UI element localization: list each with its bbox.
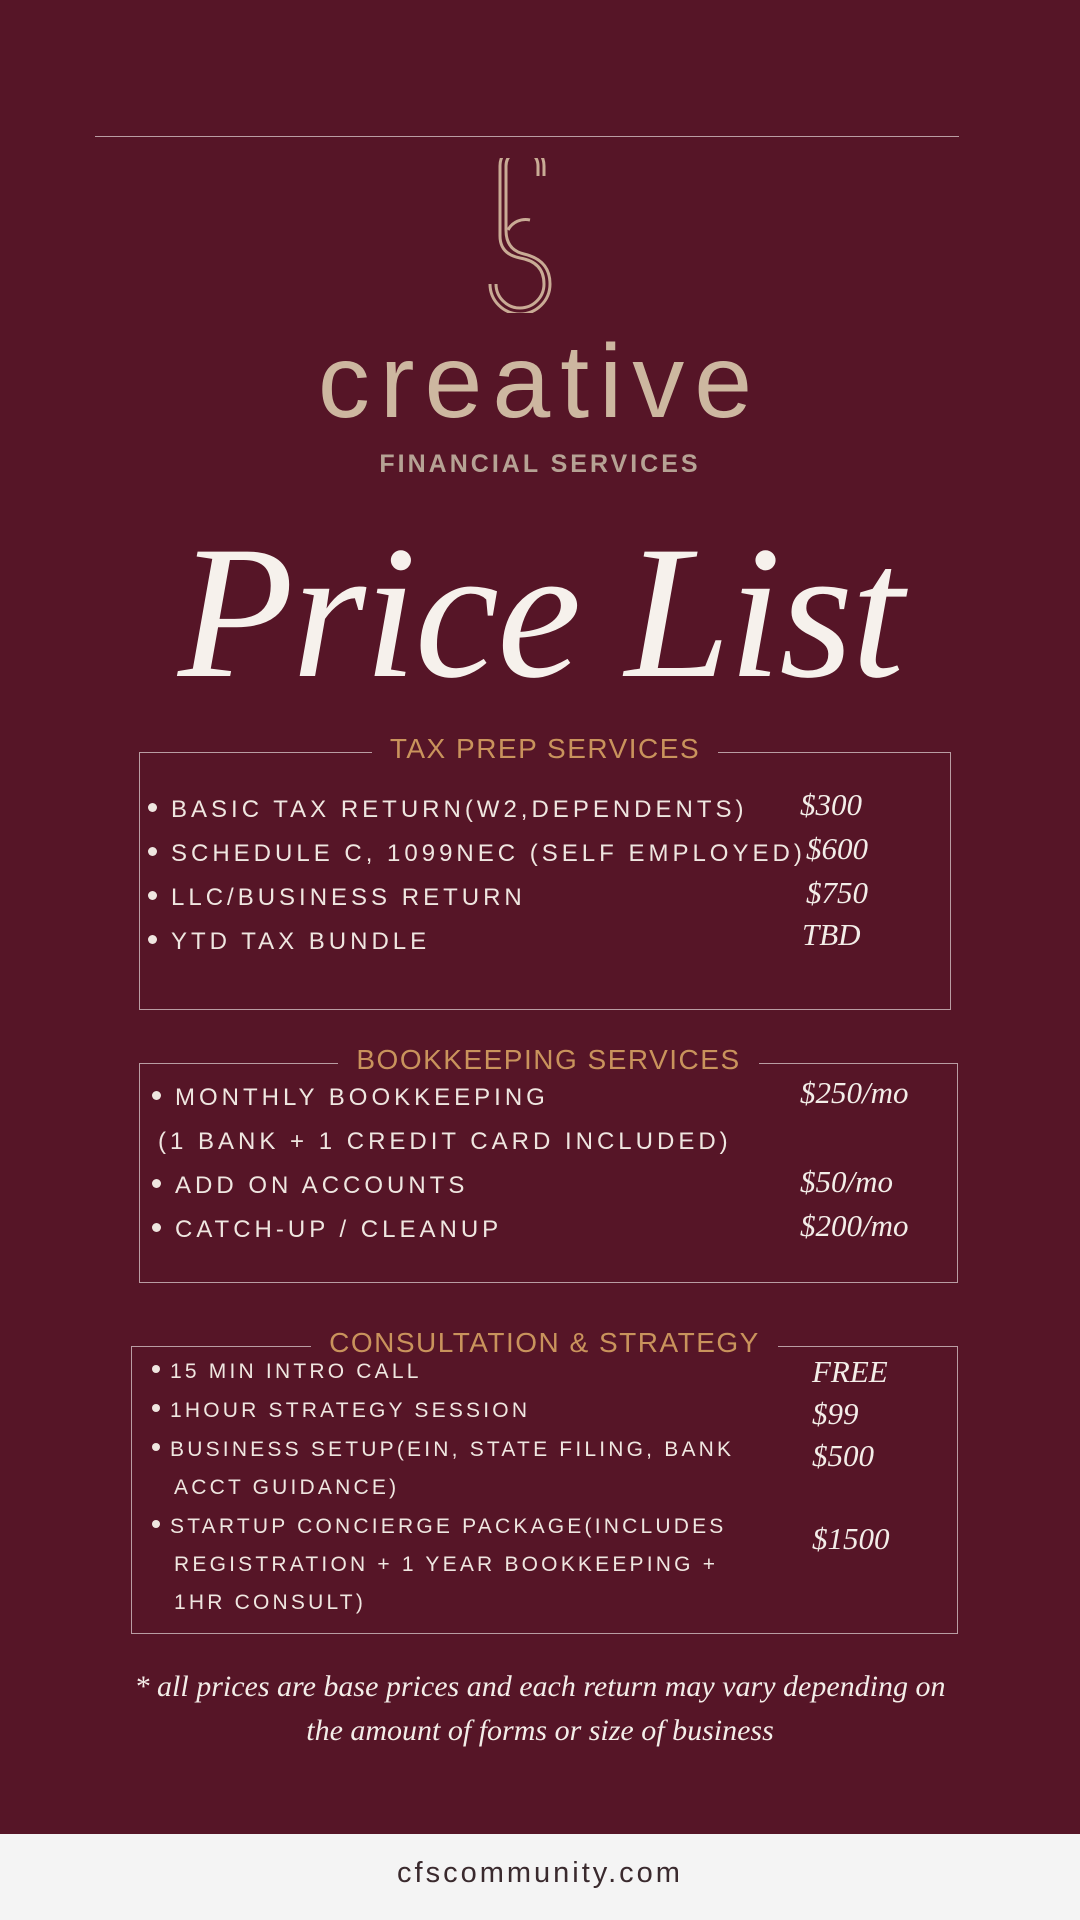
price-label: $250/mo: [800, 1075, 909, 1110]
website-link[interactable]: cfscommunity.com: [397, 1857, 683, 1889]
price-label: $50/mo: [800, 1164, 893, 1199]
price-label: $600: [806, 831, 868, 866]
cs-monogram-logo-icon: [470, 158, 560, 313]
brand-name: creative: [317, 324, 763, 440]
price-label: TBD: [802, 917, 861, 952]
list-item: 1HOUR STRATEGY SESSION: [152, 1392, 752, 1430]
section-title: CONSULTATION & STRATEGY: [132, 1327, 957, 1359]
price-label: $99: [812, 1396, 859, 1431]
section-title: BOOKKEEPING SERVICES: [140, 1044, 957, 1076]
list-item: STARTUP CONCIERGE PACKAGE(INCLUDES REGISTRATION + 1 YEAR BOOKKEEPING + 1HR CONSULT): [152, 1508, 774, 1622]
list-item: 15 MIN INTRO CALL: [152, 1353, 752, 1391]
list-item: LLC/BUSINESS RETURN: [148, 884, 526, 912]
list-item-note: (1 BANK + 1 CREDIT CARD INCLUDED): [158, 1128, 732, 1155]
list-item: BASIC TAX RETURN(W2,DEPENDENTS): [148, 796, 748, 824]
price-label: $1500: [812, 1521, 890, 1556]
list-item: CATCH-UP / CLEANUP: [152, 1216, 502, 1244]
pricing-disclaimer: * all prices are base prices and each return may vary depending on the amount of forms or size of business: [134, 1670, 946, 1747]
page-title: Price List: [177, 508, 903, 718]
price-label: $500: [812, 1438, 874, 1473]
list-item: SCHEDULE C, 1099NEC (SELF EMPLOYED): [148, 840, 806, 868]
list-item: YTD TAX BUNDLE: [148, 928, 430, 956]
section-title: TAX PREP SERVICES: [140, 733, 950, 765]
list-item: BUSINESS SETUP(EIN, STATE FILING, BANK ACCT GUIDANCE): [152, 1431, 774, 1507]
top-divider: [95, 136, 959, 137]
price-label: $200/mo: [800, 1208, 909, 1243]
list-item: ADD ON ACCOUNTS: [152, 1172, 468, 1200]
price-label: $300: [800, 787, 862, 822]
price-label: FREE: [812, 1354, 888, 1389]
price-label: $750: [806, 875, 868, 910]
list-item: MONTHLY BOOKKEEPING: [152, 1084, 549, 1112]
brand-tagline: FINANCIAL SERVICES: [379, 450, 701, 478]
